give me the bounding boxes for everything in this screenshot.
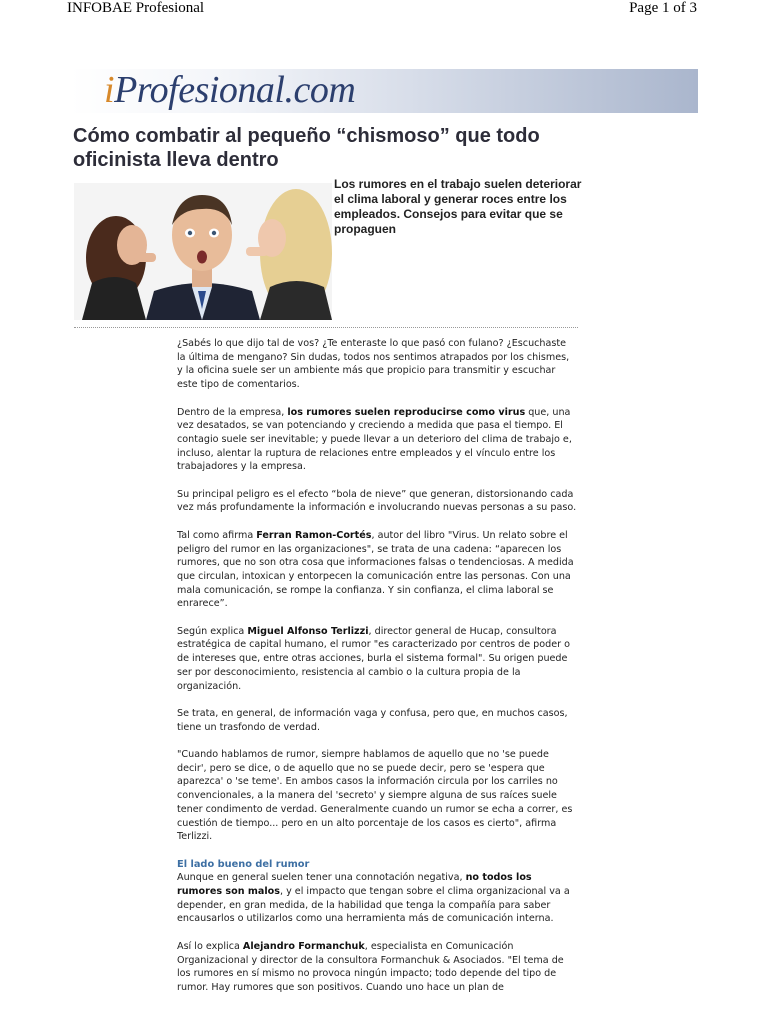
paragraph: Aunque en general suelen tener una connotación negativa, no todos los rumores son malos, y el impacto que tengan sobre el clima organizacional va a depender, en gran medida, de la habilidad que tenga la compañía para saber encausarlos o utilizarlos como una herramienta más de comunicación interna. [177, 872, 570, 925]
logo-wordmark: Profesional.com [114, 69, 356, 111]
person-name: Alejandro Formanchuk [242, 940, 365, 952]
emphasis: no todos los rumores son malos [177, 872, 532, 898]
article-title: Cómo combatir al pequeño “chismoso” que todo oficinista lleva dentro [73, 125, 540, 171]
site-logo[interactable] [104, 69, 355, 111]
article-body [177, 337, 577, 995]
gossip-illustration [74, 183, 332, 320]
paragraph: Dentro de la empresa, los rumores suelen reproducirse como virus que, una vez desatados, se van potenciando y creciendo a medida que pasa el tiempo. El contagio suele ser inevitable; y puede llevar a un deterioro del clima de trabajo e, incluso, alentar la ruptura de relaciones entre empleados y el vínculo entre los trabajadores y la empresa. [177, 406, 572, 473]
person-name: Miguel Alfonso Terlizzi [247, 625, 369, 637]
site-banner[interactable] [70, 69, 698, 113]
print-header-site: INFOBAE Profesional [67, 0, 205, 16]
person-name: Ferran Ramon-Cortés [256, 529, 372, 541]
paragraph: Tal como afirma Ferran Ramon-Cortés, autor del libro "Virus. Un relato sobre el peligro del rumor en las organizaciones", se trata de una cadena: “aparecen los rumores, que no son otra cosa que informaciones falsas o tendenciosas. A medida que circulan, intoxican y entorpecen la comunicación entre las personas. Con una mala comunicación, se rompe la confianza. Y sin confianza, el clima laboral se enrarece”. [177, 529, 574, 610]
paragraph: Así lo explica Alejandro Formanchuk, especialista en Comunicación Organizacional y director de la consultora Formanchuk & Asociados. "El tema de los rumores en sí mismo no provoca ningún impacto; todo depende del tipo de rumor. Hay rumores que son positivos. Cuando uno hace un plan de [177, 940, 564, 993]
section-divider [74, 327, 578, 328]
print-header-page-number: Page 1 of 3 [629, 0, 697, 16]
paragraph: "Cuando hablamos de rumor, siempre hablamos de aquello que no 'se puede decir', pero se dice, o de aquello que no se puede decir, pero se 'espera que aparezca' o 'se teme'. En ambos casos la información circula por los carriles no convencionales, a la manera del 'secreto' y siempre alguna de sus raíces suele tener condimento de verdad. Generalmente cuando un rumor se echa a correr, es cuestión de tiempo... pero en un alto porcentaje de los casos es cierto", afirma Terlizzi. [177, 749, 573, 843]
paragraph: Su principal peligro es el efecto “bola de nieve” que generan, distorsionando cada vez más profundamente la información e involucrando nuevas personas a su paso. [177, 488, 577, 514]
paragraph: ¿Sabés lo que dijo tal de vos? ¿Te enteraste lo que pasó con fulano? ¿Escuchaste la última de mengano? Sin dudas, todos nos sentimos atrapados por los chismes, y la oficina suele ser un ambiente más que propicio para transmitir y escuchar este tipo de comentarios. [177, 338, 570, 391]
paragraph: Se trata, en general, de información vaga y confusa, pero que, en muchos casos, tiene un trasfondo de verdad. [177, 707, 568, 733]
section-subheading: El lado bueno del rumor [177, 858, 310, 870]
logo-prefix: i [104, 69, 115, 111]
emphasis: los rumores suelen reproducirse como virus [287, 406, 526, 418]
article-photo [74, 183, 332, 320]
print-header [0, 0, 768, 20]
article-lead: Los rumores en el trabajo suelen deteriorar el clima laboral y generar roces entre los empleados. Consejos para evitar que se propaguen [334, 177, 582, 236]
paragraph: Según explica Miguel Alfonso Terlizzi, director general de Hucap, consultora estratégica de capital humano, el rumor "es caracterizado por centros de poder o de intereses que, entre otras acciones, burla el sistema formal". Su origen puede ser por desconocimiento, resistencia al cambio o la cultura propia de la organización. [177, 625, 570, 692]
